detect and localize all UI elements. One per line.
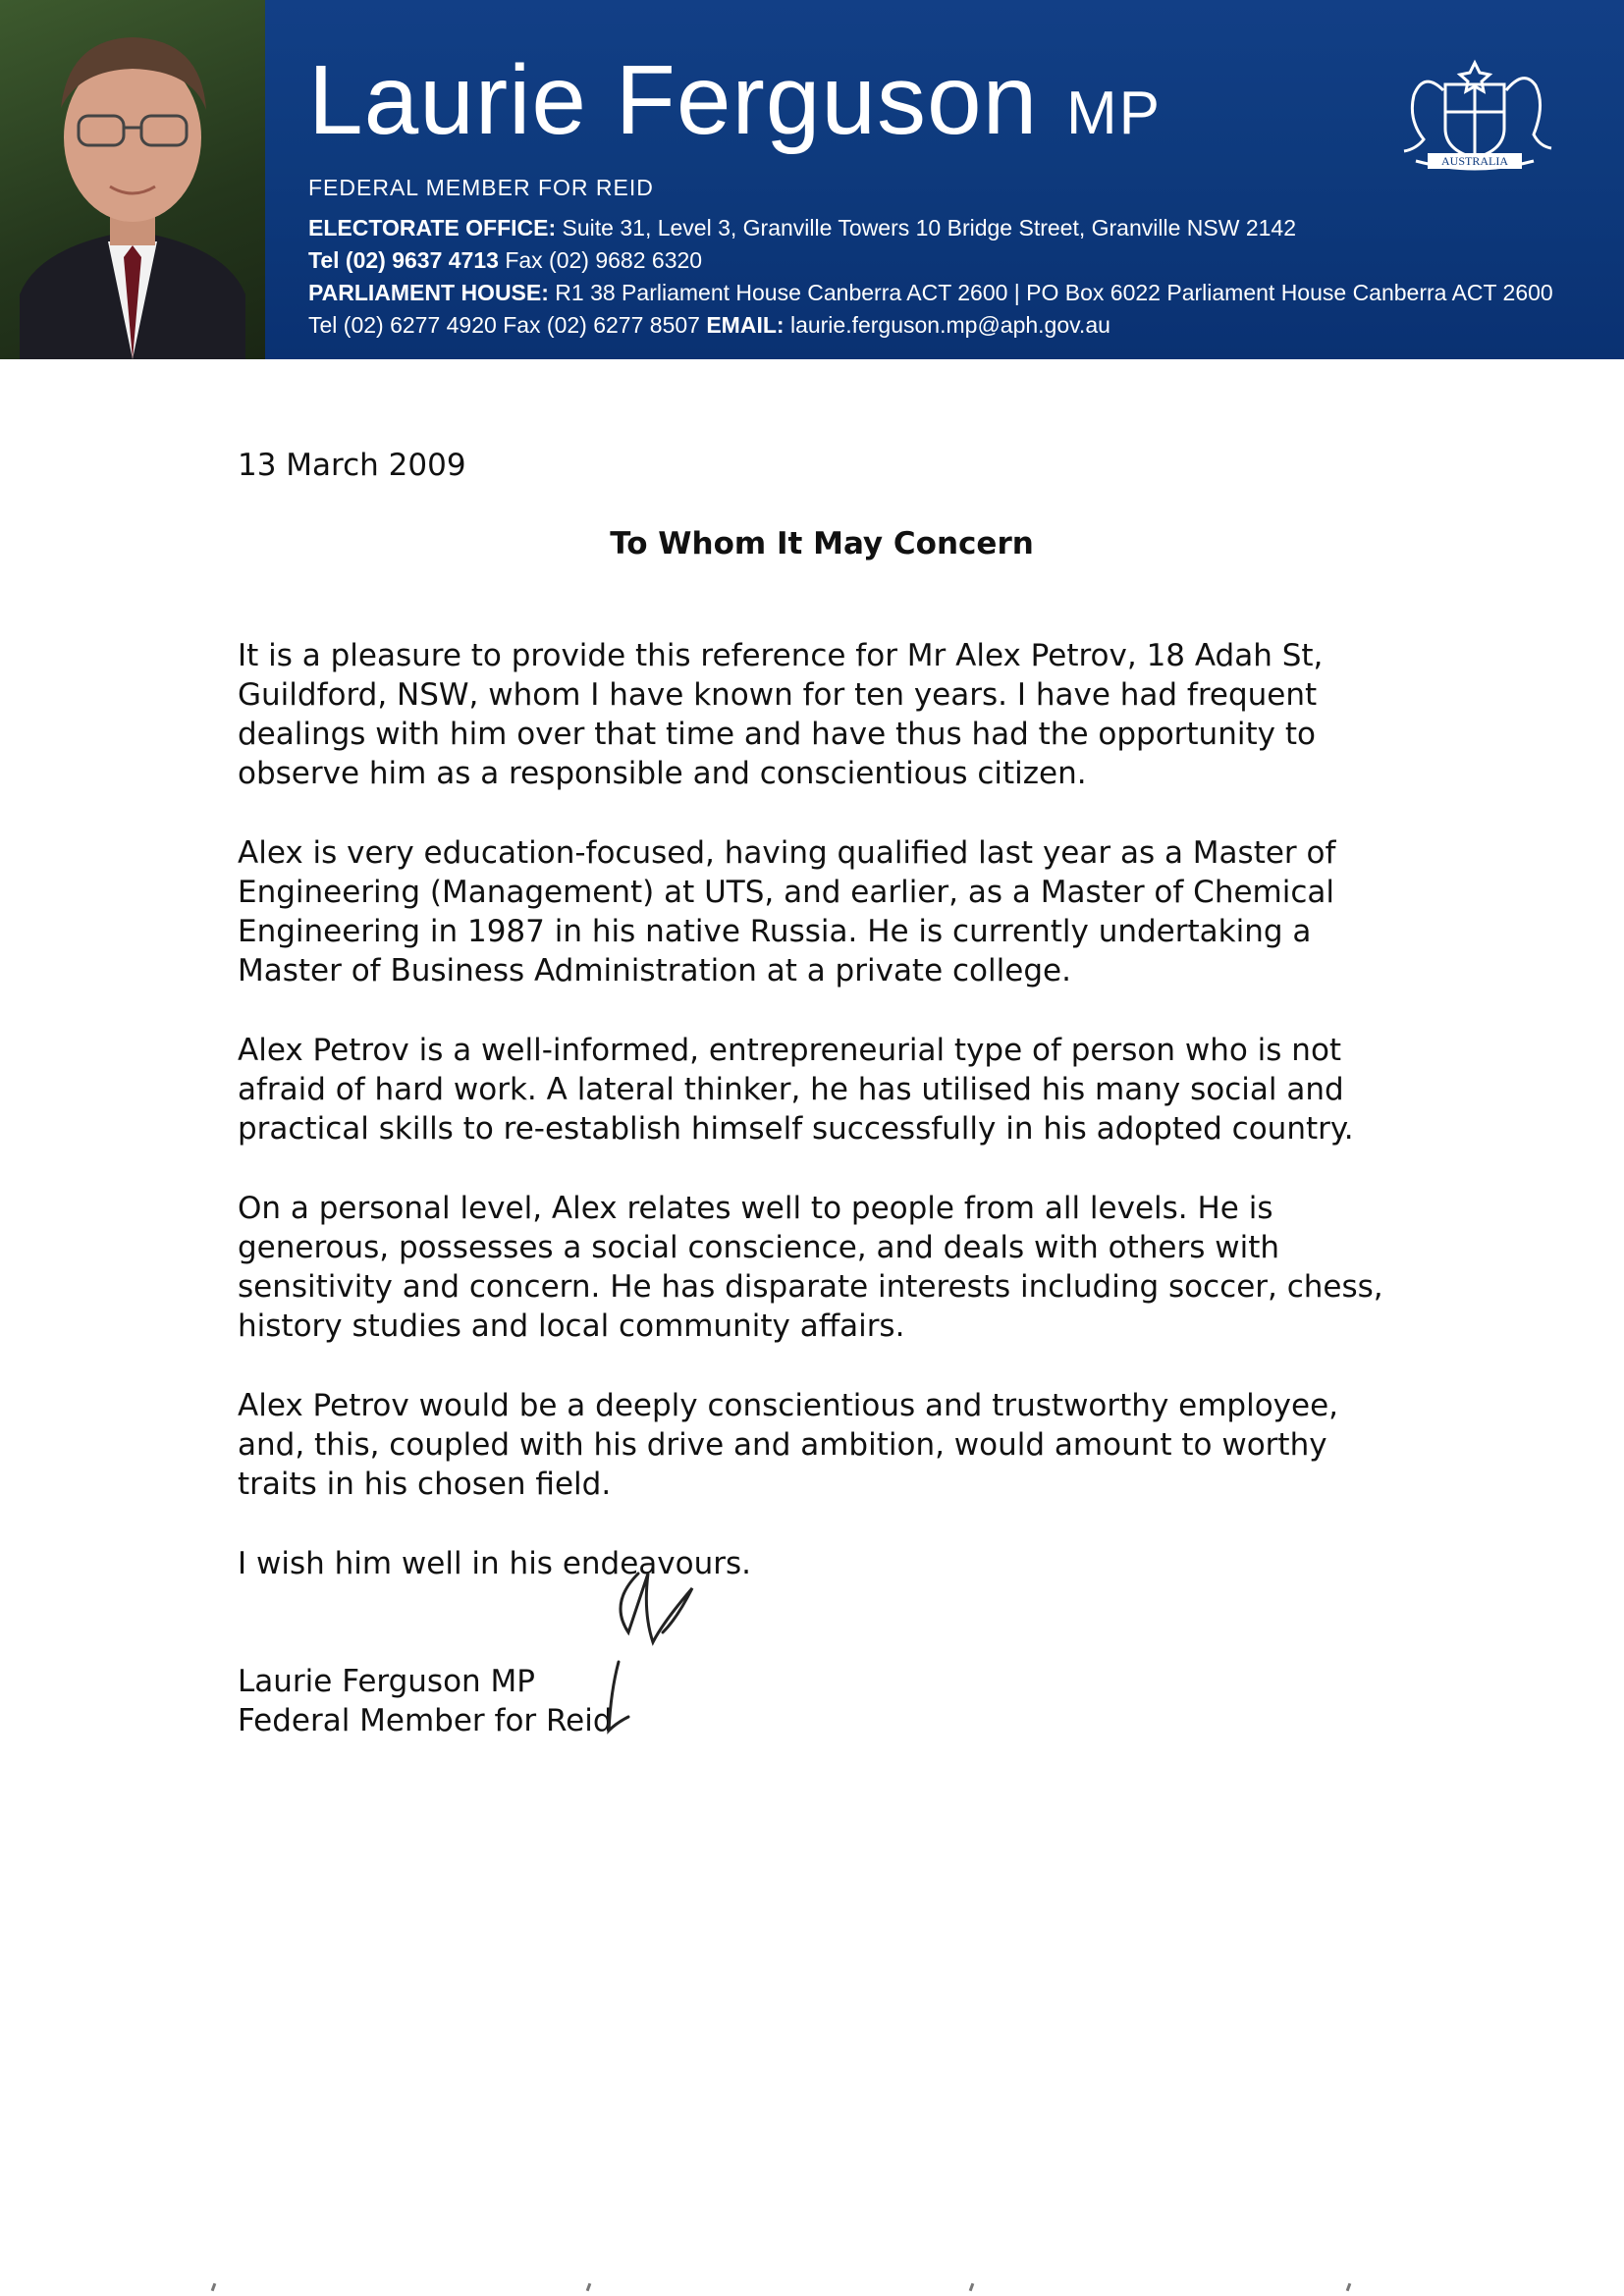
- electorate-label: ELECTORATE OFFICE:: [308, 215, 557, 240]
- closing-line: I wish him well in his endeavours.: [238, 1546, 751, 1581]
- signature-block: [238, 1662, 1396, 1740]
- parliament-tel-fax: Tel (02) 6277 4920 Fax (02) 6277 8507: [308, 312, 707, 338]
- signatory-title: Federal Member for Reid: [238, 1703, 613, 1738]
- name-text: Laurie Ferguson: [308, 45, 1039, 155]
- parliament-house-row: [308, 277, 1614, 309]
- parliament-phone-row: [308, 309, 1614, 342]
- parliament-address: R1 38 Parliament House Canberra ACT 2600 | PO Box 6022 Parliament House Canberra ACT 2600: [548, 280, 1553, 305]
- letterhead-banner: [0, 0, 1624, 359]
- electorate-address: Suite 31, Level 3, Granville Towers 10 Bridge Street, Granville NSW 2142: [556, 215, 1296, 240]
- electorate-tel: Tel (02) 9637 4713: [308, 247, 499, 273]
- portrait-illustration: [0, 0, 265, 359]
- scan-speck: [586, 2283, 592, 2292]
- scan-speck: [1346, 2283, 1352, 2292]
- electorate-fax: Fax (02) 9682 6320: [498, 247, 703, 273]
- letter-date: 13 March 2009: [238, 448, 466, 483]
- paragraph: On a personal level, Alex relates well to people from all levels. He is generous, possesses a social conscience, and deals with others with sensitivity and concern. He has disparate interests including soccer, chess, history studies and local community affairs.: [238, 1191, 1383, 1344]
- handwritten-signature: [599, 1554, 707, 1740]
- letter-heading: To Whom It May Concern: [610, 526, 1034, 561]
- scan-speck: [969, 2283, 975, 2292]
- parliament-label: PARLIAMENT HOUSE:: [308, 280, 549, 305]
- coat-of-arms-icon: [1377, 55, 1573, 192]
- crest-label: AUSTRALIA: [1441, 154, 1508, 168]
- paragraph: It is a pleasure to provide this reference for Mr Alex Petrov, 18 Adah St, Guildford, NSW, whom I have known for ten years. I have had frequent dealings with him over that time and have thus had the opportunity to observe him as a responsible and conscientious citizen.: [238, 638, 1324, 791]
- electorate-phone-row: [308, 244, 1614, 277]
- paragraph: Alex is very education-focused, having qualified last year as a Master of Engineering (Management) at UTS, and earlier, as a Master of Chemical Engineering in 1987 in his native Russia. He is currently undertaking a Master of Business Administration at a private college.: [238, 835, 1336, 988]
- name-suffix: MP: [1066, 80, 1163, 147]
- member-role: FEDERAL MEMBER FOR REID: [308, 175, 654, 200]
- email-label: EMAIL:: [706, 312, 785, 338]
- scan-speck: [211, 2283, 217, 2292]
- electorate-office-row: [308, 212, 1614, 244]
- letter-body: [238, 446, 1396, 1740]
- signatory-name: Laurie Ferguson MP: [238, 1664, 535, 1699]
- portrait-photo: [0, 0, 265, 359]
- letter-paragraphs: [238, 636, 1396, 1504]
- letterhead-name: [308, 45, 1163, 155]
- contact-details: [308, 212, 1614, 342]
- paragraph: Alex Petrov would be a deeply conscientious and trustworthy employee, and, this, coupled with his drive and ambition, would amount to worthy traits in his chosen field.: [238, 1388, 1339, 1502]
- email-address: laurie.ferguson.mp@aph.gov.au: [784, 312, 1110, 338]
- paragraph: Alex Petrov is a well-informed, entrepreneurial type of person who is not afraid of hard work. A lateral thinker, he has utilised his many social and practical skills to re-establish himself successfully in his adopted country.: [238, 1033, 1354, 1147]
